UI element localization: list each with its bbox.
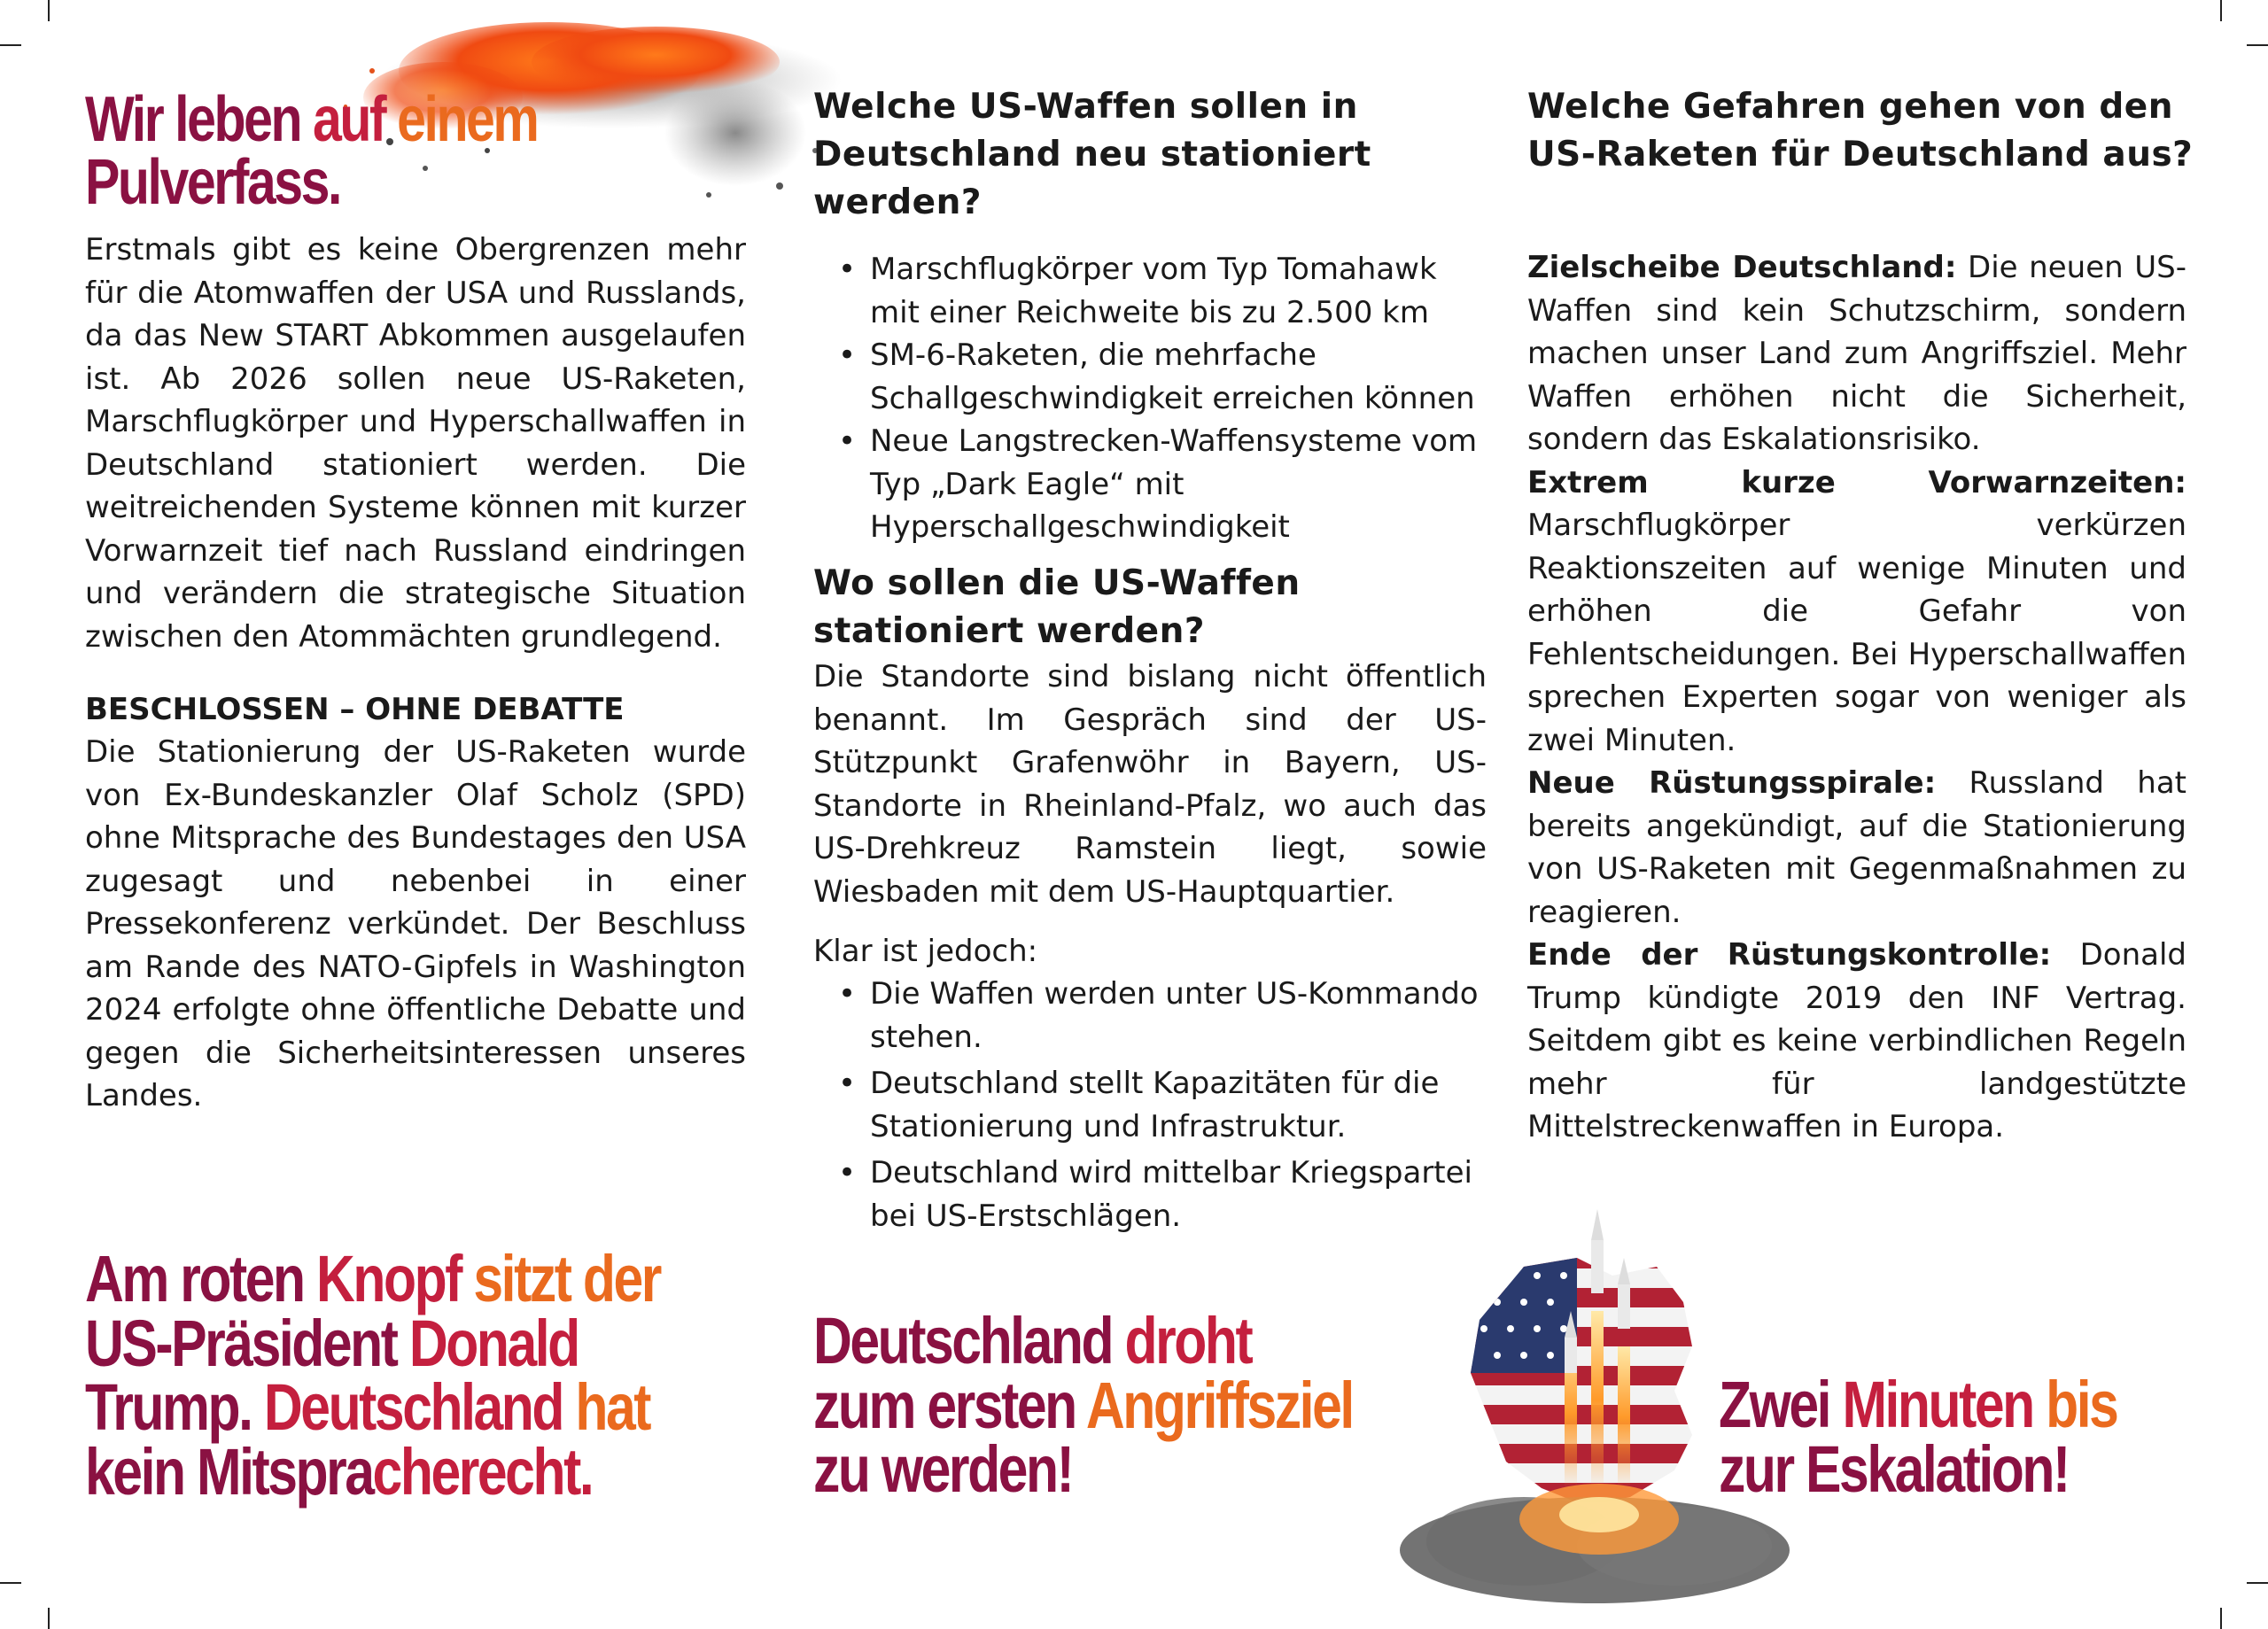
crop-mark <box>2220 1608 2222 1629</box>
headline-part: droht <box>1124 1304 1252 1377</box>
crop-mark <box>2247 44 2268 46</box>
headline-part: Knopf <box>316 1242 474 1315</box>
headline-part: US-Präsident <box>85 1306 409 1380</box>
crop-mark <box>2220 0 2222 21</box>
headline-part: Wir leben <box>85 84 313 155</box>
where-paragraph: Die Standorte sind bislang nicht öffentlich benannt. Im Gespräch sind der US-Stützpunkt Grafenwöhr in Bayern, US-Standorte in Rheinland-Pfalz, wo auch das US-Drehkreuz Ramstein liegt, sowie Wiesbaden mit dem US-Hauptquartier. <box>813 659 1487 910</box>
intro-section <box>85 229 746 1118</box>
danger-item <box>1527 934 2186 1149</box>
headline-part: zu werden! <box>813 1432 1073 1507</box>
consequences-list <box>813 973 1487 1241</box>
headline-part: Donald <box>408 1306 579 1380</box>
question-where-heading: Wo sollen die US-Waffen stationiert werden? <box>813 563 1301 651</box>
headline-part: cherecht. <box>372 1434 593 1509</box>
danger-text: Die neuen US-Waffen sind kein Schutzschirm, sondern machen unser Land zum Angriffsziel. Mehr Waffen erhöhen nicht die Sicherheit, sondern das Eskalationsrisiko. <box>1527 250 2187 457</box>
headline-part: zur Eskalation! <box>1719 1431 2069 1506</box>
crop-mark <box>0 1582 21 1584</box>
dangers-section <box>1527 246 2186 1149</box>
list-item: • Deutschland wird mittelbar Kriegspartei bei US-Erstschlägen. <box>813 1152 1487 1237</box>
crop-mark <box>0 44 21 46</box>
crop-mark <box>2247 1582 2268 1584</box>
danger-label: Extrem kurze Vorwarnzeiten: <box>1527 464 2186 500</box>
danger-text: Donald Trump kündigte 2019 den INF Vertrag. Seitdem gibt es keine verbindlichen Regeln mehr für landgestützte Mittelstreckenwaffen in Europa. <box>1527 937 2187 1144</box>
beschlossen-heading: BESCHLOSSEN – OHNE DEBATTE <box>85 692 625 727</box>
crop-mark <box>48 0 50 21</box>
headline-angriffsziel <box>813 1304 1438 1507</box>
headline-zwei-minuten <box>1719 1368 2227 1506</box>
headline-part: zum ersten <box>813 1368 1086 1442</box>
headline-part: Trump. <box>85 1370 264 1445</box>
headline-part: hat <box>575 1370 650 1445</box>
headline-part: Angriffsziel <box>1085 1368 1353 1442</box>
headline-part: auf <box>312 84 398 155</box>
danger-text: Marschflugkörper verkürzen Reaktionszeiten auf wenige Minuten und erhöhen die Gefahr von Fehlentscheidungen. Bei Hyperschallwaffen sprechen Experten sogar von weniger als zwei Minuten. <box>1527 508 2186 758</box>
headline-pulverfass <box>85 84 680 218</box>
list-item: • Die Waffen werden unter US-Kommando stehen. <box>813 973 1487 1059</box>
danger-label: Ende der Rüstungskontrolle: <box>1527 937 2052 973</box>
headline-part: kein Mitspra <box>85 1434 373 1509</box>
danger-item <box>1527 462 2186 763</box>
headline-roter-knopf <box>85 1242 753 1509</box>
weapons-list <box>813 248 1487 549</box>
headline-part: sitzt der <box>473 1242 660 1315</box>
danger-item <box>1527 246 2186 462</box>
list-item: • Deutschland stellt Kapazitäten für die Stationierung und Infrastruktur. <box>813 1062 1487 1148</box>
headline-part: bis <box>2046 1368 2117 1441</box>
question-dangers-heading: Welche Gefahren gehen von den US-Raketen für Deutschland aus? <box>1527 87 2194 175</box>
list-item: • Marschflugkörper vom Typ Tomahawk mit einer Reichweite bis zu 2.500 km <box>813 248 1487 334</box>
headline-part: Am roten <box>85 1242 317 1315</box>
headline-part: Minuten <box>1842 1368 2047 1441</box>
headline-part: Zwei <box>1719 1368 1843 1441</box>
crop-mark <box>48 1608 50 1629</box>
intro-paragraph: Erstmals gibt es keine Obergrenzen mehr für die Atomwaffen der USA und Russlands, da das New START Abkommen ausgelaufen ist. Ab 2026 sollen neue US-Raketen, Marschflugkörper und Hyperschallwaffen in Deutschland stationiert werden. Die weitreichenden Systeme können mit kurzer Vorwarnzeit tief nach Russland eindringen und verändern die strategische Situation zwischen den Atommächten grundlegend. <box>85 232 746 655</box>
headline-part: Pulverfass. <box>85 146 341 218</box>
danger-label: Zielscheibe Deutschland: <box>1527 250 1957 285</box>
danger-item <box>1527 762 2186 934</box>
list-item: • Neue Langstrecken-Waffensysteme vom Typ „Dark Eagle“ mit Hyperschallgeschwindigkeit <box>813 420 1487 549</box>
danger-label: Neue Rüstungsspirale: <box>1527 765 1937 801</box>
headline-part: einem <box>397 84 538 155</box>
headline-part: Deutschland <box>263 1370 576 1445</box>
klar-label: Klar ist jedoch: <box>813 934 1038 969</box>
danger-text: Russland hat bereits angekündigt, auf die Stationierung von US-Raketen mit Gegenmaßnahmen zu reagieren. <box>1527 765 2186 930</box>
list-item: • SM-6-Raketen, die mehrfache Schallgeschwindigkeit erreichen können <box>813 334 1487 420</box>
headline-part: Deutschland <box>813 1304 1125 1377</box>
question-weapons-heading: Welche US-Waffen sollen in Deutschland neu stationiert werden? <box>813 87 1371 222</box>
beschlossen-paragraph: Die Stationierung der US-Raketen wurde von Ex-Bundeskanzler Olaf Scholz (SPD) ohne Mitsprache des Bundestages den USA zugesagt und nebenbei in einer Pressekonferenz verkündet. Der Beschluss am Rande des NATO-Gipfels in Washington 2024 erfolgte ohne öffentliche Debatte und gegen die Sicherheitsinteressen unseres Landes. <box>85 734 746 1113</box>
